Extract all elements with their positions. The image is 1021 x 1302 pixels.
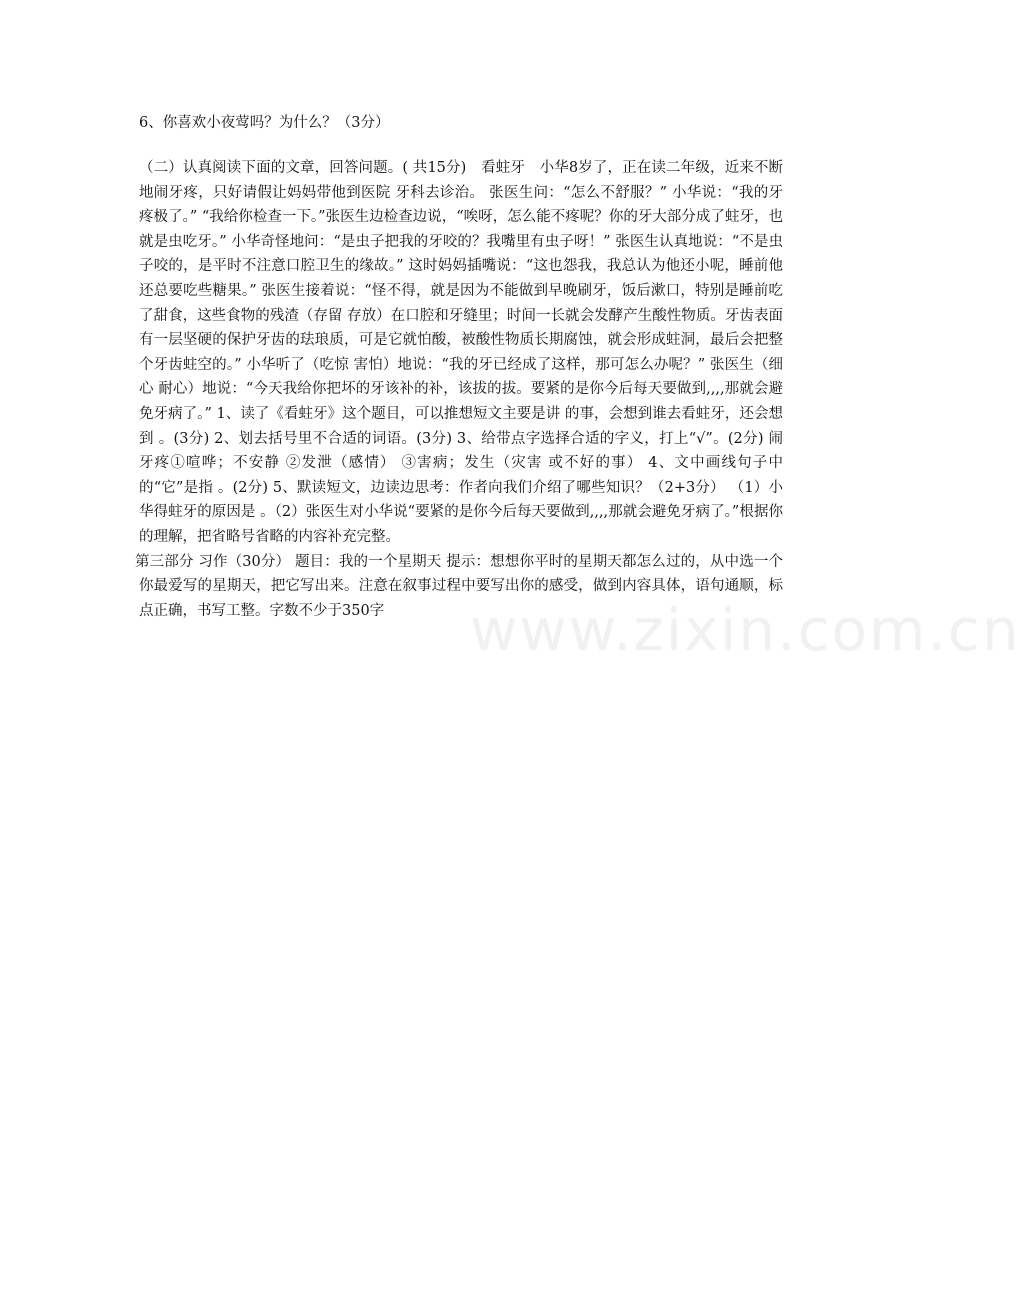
question-6: 6、你喜欢小夜莺吗？为什么？（3分） — [139, 115, 390, 131]
reading-section: （二）认真阅读下面的文章，回答问题。( 共15分) 看蛀牙 小华8岁了，正在读二年级，近来不断地闹牙疼，只好请假让妈妈带他到医院 牙科去诊治。 张医生问：“怎么不舒服？” 小华说：“我的牙疼极了。” “我给你检查一下。”张医生边检查边说，“唉呀，怎么能不疼呢？你的牙大部分成了蛀牙，也就是虫吃牙。” 小华奇怪地问：“是虫子把我的牙咬的？我嘴里有虫子呀！” 张医生认真地说：“不是虫子咬的，是平时不注意口腔卫生的缘故。” 这时妈妈插嘴说：“这也怨我，我总认为他还小呢，睡前他还总要吃些糖果。” 张医生接着说：“怪不得，就是因为不能做到早晚刷牙，饭后漱口，特别是睡前吃了甜食，这些食物的残渣（存留 存放）在口腔和牙缝里；时间一长就会发酵产生酸性物质。牙齿表面有一层坚硬的保护牙齿的珐琅质，可是它就怕酸，被酸性物质长期腐蚀，就会形成蛀洞，最后会把整个牙齿蛀空的。” 小华听了（吃惊 害怕）地说：“我的牙已经成了这样，那可怎么办呢？” 张医生（细心 耐心）地说：“今天我给你把坏的牙该补的补，该拔的拔。要紧的是你今后每天要做到,,,,那就会避免牙病了。” 1、读了《看蛀牙》这个题目，可以推想短文主要是讲 的事，会想到谁去看蛀牙，还会想到 。(3分) 2、划去括号里不合适的词语。(3分) 3、给带点字选择合适的字义，打上“√”。(2分) 闹牙疼①喧哗；不安静 ②发泄（感情） ③害病；发生（灾害 或不好的事） 4、文中画线句子中的“它”是指 。(2分) 5、默读短文，边读边思考：作者向我们介绍了哪些知识？（2+3分） （1）小华得蛀牙的原因是 。（2）张医生对小华说“要紧的是你今后每天要做到,,,,那就会避免牙病了。”根据你的理解，把省略号省略的内容补充完整。 — [139, 160, 783, 545]
writing-section: 第三部分 习作（30分） 题目：我的一个星期天 提示：想想你平时的星期天都怎么过的，从中选一个你最爱写的星期天，把它写出来。注意在叙事过程中要写出你的感受，做到内容具体，语句通顺，标点正确，书写工整。字数不少于350字 — [135, 553, 783, 619]
document-page — [135, 110, 783, 623]
watermark: www.zixin.com.cn — [470, 596, 1021, 664]
